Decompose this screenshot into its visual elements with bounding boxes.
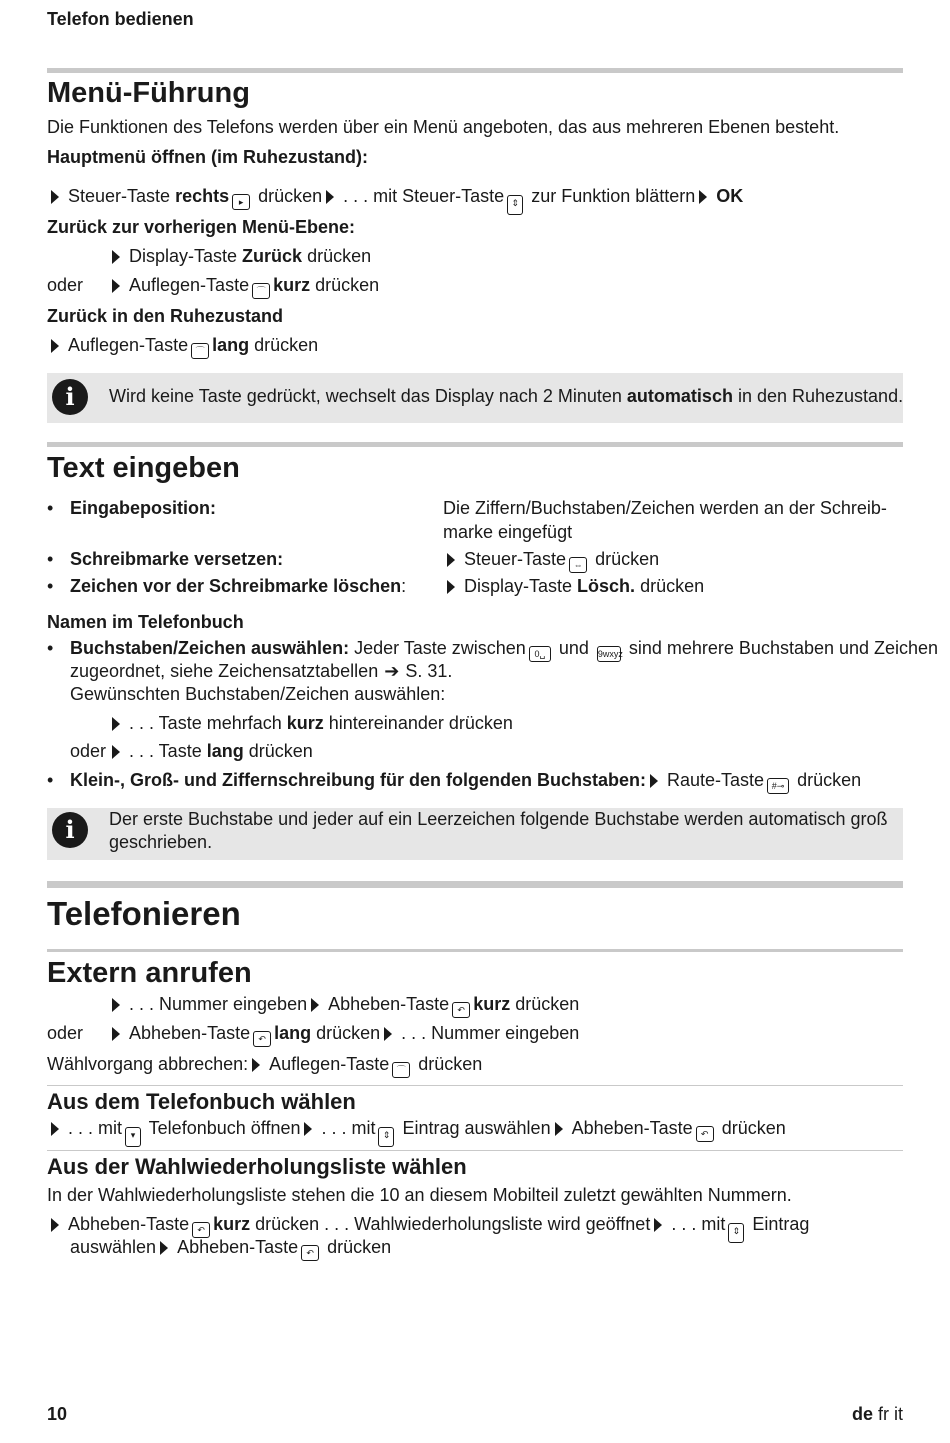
goto-arrow-icon: ➔ [384,661,400,681]
menu-open-label: Hauptmenü öffnen (im Ruhezustand): [47,147,368,167]
menu-back-step1: Display-Taste Zurück drücken [108,245,371,268]
step-arrow-icon [112,998,120,1012]
section-heading-text: Text eingeben [47,452,240,484]
menu-idle-step: Auflegen-Taste ⌒ lang drücken [47,334,318,359]
info-box-text [47,808,903,860]
key-9-icon: 9wxyz [597,646,621,662]
bullet-icon: • [47,498,54,518]
menu-or-label: oder [47,275,84,295]
redial-step-line2: auswählen Abheben-Taste ↶ drücken [70,1236,391,1261]
nav-key-updown-icon: ⇕ [728,1223,744,1243]
select-line1: Buchstaben/Zeichen auswählen: Jeder Taste zwischen 0␣ und 9wxyz sind mehrere Buchstaben und Zeichen [70,637,938,662]
menu-idle-label: Zurück in den Ruhezustand [47,306,284,326]
case-line: Klein-, Groß- und Ziffernschreibung für den folgenden Buchstaben: Raute-Taste #⊸ drücken [70,769,861,794]
info-icon: i [52,812,88,848]
step-arrow-icon [112,1027,120,1041]
phonebook-step: . . . mit ▾ Telefonbuch öffnen . . . mit ⇕ Eintrag auswählen Abheben-Taste ↶ drücken [47,1117,786,1147]
select-line2: zugeordnet, siehe Zeichensatztabellen ➔ S. 31. [70,661,453,681]
step-arrow-icon [555,1122,563,1136]
text-row-value: Display-Taste Lösch. drücken [443,575,704,598]
extern-step2: Abheben-Taste ↶ lang drücken . . . Nummer eingeben [108,1022,579,1047]
section-heading-menu: Menü-Führung [47,77,250,109]
step-arrow-icon [326,190,334,204]
step-arrow-icon [51,1218,59,1232]
lift-key-icon: ↶ [301,1245,319,1261]
bullet-icon: • [47,549,54,569]
extern-step1: . . . Nummer eingeben Abheben-Taste ↶ kurz drücken [108,993,579,1018]
step-short: . . . Taste mehrfach kurz hintereinander drücken [108,712,513,735]
nav-key-right-icon: ▸ [232,194,250,210]
text-row-label: Eingabeposition: [70,498,216,518]
language-others: fr it [873,1404,903,1424]
nav-key-updown-icon: ⇕ [378,1127,394,1147]
nav-key-down-icon: ▾ [125,1127,141,1147]
redial-intro: In der Wahlwiederholungsliste stehen die 10 an diesem Mobilteil zuletzt gewählten Nummern. [47,1185,792,1205]
redial-step-line1: Abheben-Taste ↶ kurz drücken . . . Wahlwiederholungsliste wird geöffnet . . . mit ⇕ Eintrag [47,1213,809,1243]
text-row-value: Die Ziffern/Buchstaben/Zeichen werden an der Schreib- [443,498,887,518]
step-arrow-icon [51,1122,59,1136]
bullet-icon: • [47,638,54,658]
step-arrow-icon [112,717,120,731]
names-label: Namen im Telefonbuch [47,612,244,632]
menu-open-step: Steuer-Taste rechts ▸ drücken . . . mit Steuer-Taste ⇕ zur Funktion blättern OK [47,185,743,215]
subsection-rule [47,1150,903,1151]
step-arrow-icon [650,774,658,788]
section-rule [47,949,903,952]
step-arrow-icon [447,580,455,594]
hangup-key-icon: ⌒ [392,1062,410,1078]
lift-key-icon: ↶ [192,1222,210,1238]
text-row-label: Zeichen vor der Schreibmarke löschen: [70,576,407,596]
hangup-key-icon: ⌒ [252,283,270,299]
step-arrow-icon [654,1218,662,1232]
info-icon: i [52,379,88,415]
chapter-heading-calls: Telefonieren [47,895,241,932]
lift-key-icon: ↶ [696,1126,714,1142]
nav-key-leftright-icon: ⇔ [569,557,587,573]
step-arrow-icon [51,339,59,353]
text-row-value: marke eingefügt [443,522,573,542]
select-line3: Gewünschten Buchstaben/Zeichen auswählen: [70,684,446,704]
info-text-menu: Wird keine Taste gedrückt, wechselt das Display nach 2 Minuten automatisch in den Ruhezustand. [109,386,904,406]
hash-key-icon: #⊸ [767,778,789,794]
language-selector [852,1403,903,1426]
step-arrow-icon [112,279,120,293]
step-arrow-icon [112,745,120,759]
text-row-value: Steuer-Taste ⇔ drücken [443,548,659,573]
page-header-title: Telefon bedienen [47,9,194,29]
extern-cancel: Wählvorgang abbrechen: Auflegen-Taste ⌒ drücken [47,1053,482,1078]
step-arrow-icon [699,190,707,204]
bullet-icon: • [47,576,54,596]
menu-back-label: Zurück zur vorherigen Menü-Ebene: [47,217,356,237]
page-number: 10 [47,1404,68,1424]
step-arrow-icon [51,190,59,204]
key-0-icon: 0␣ [529,646,551,662]
section-rule [47,442,903,447]
step-long: . . . Taste lang drücken [108,740,313,763]
menu-back-step2: Auflegen-Taste ⌒ kurz drücken [108,274,379,299]
chapter-rule [47,881,903,888]
extern-or-label: oder [47,1023,84,1043]
section-rule [47,68,903,73]
bullet-icon: • [47,770,54,790]
subsection-heading-redial: Aus der Wahlwiederholungsliste wählen [47,1154,467,1179]
step-arrow-icon [160,1241,168,1255]
subsection-rule [47,1085,903,1086]
lift-key-icon: ↶ [253,1031,271,1047]
step-arrow-icon [112,250,120,264]
text-or-label: oder [70,741,107,761]
info-box-menu [47,373,903,423]
subsection-heading-phonebook: Aus dem Telefonbuch wählen [47,1089,356,1114]
step-arrow-icon [384,1027,392,1041]
info-text-text: Der erste Buchstabe und jeder auf ein Leerzeichen folgende Buchstabe werden automatisch groß geschrieben. [109,809,888,852]
text-row-label: Schreibmarke versetzen: [70,549,284,569]
language-active: de [851,1404,873,1424]
lift-key-icon: ↶ [452,1002,470,1018]
hangup-key-icon: ⌒ [191,343,209,359]
menu-intro: Die Funktionen des Telefons werden über ein Menü angeboten, das aus mehreren Ebenen besteht. [47,117,840,137]
step-arrow-icon [447,553,455,567]
step-arrow-icon [252,1058,260,1072]
step-arrow-icon [304,1122,312,1136]
section-heading-extern: Extern anrufen [47,957,252,989]
step-arrow-icon [311,998,319,1012]
nav-key-updown-icon: ⇕ [507,195,523,215]
